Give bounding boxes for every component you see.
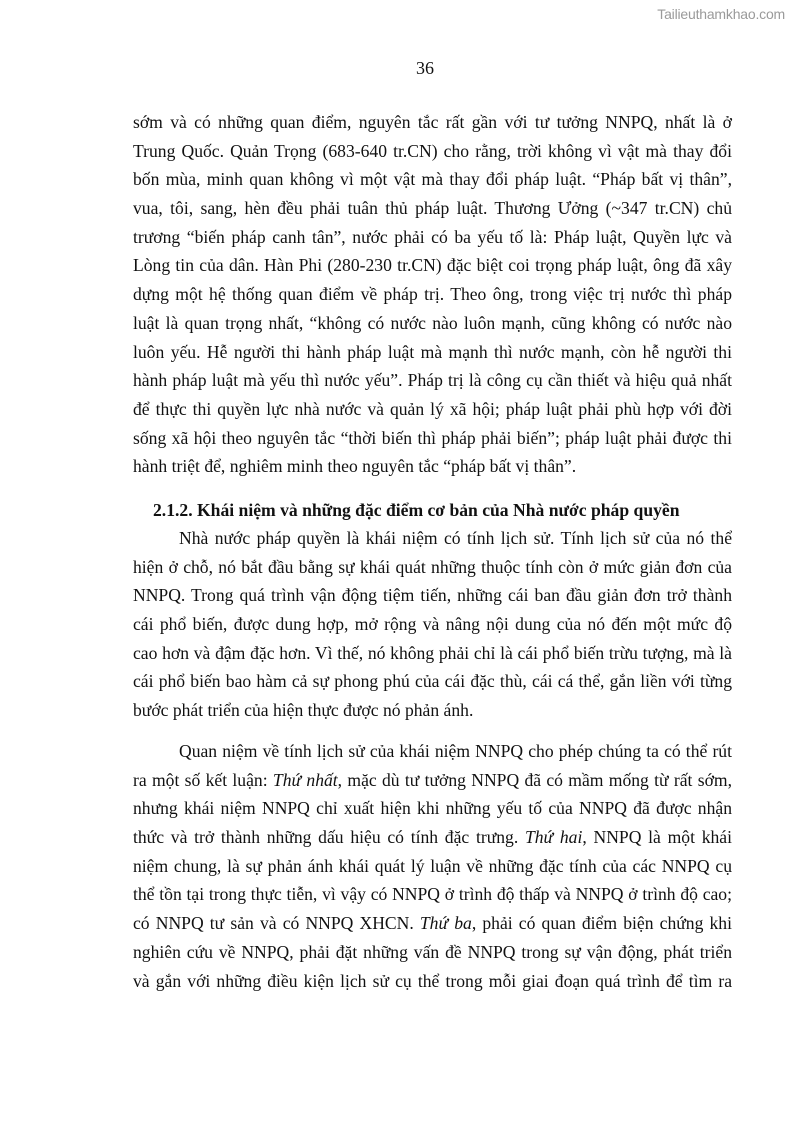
text-run: bước phát triển của hiện thực được nó phản ánh.	[133, 700, 474, 721]
text-run: luật là quan trọng nhất, “không có nước nào luôn mạnh, cũng không có nước nào	[133, 312, 732, 333]
text-line	[133, 194, 732, 223]
watermark: Tailieuthamkhao.com	[657, 6, 785, 22]
text-run: để thực thi quyền lực nhà nước và quản lý xã hội; pháp luật phải phù hợp với đời	[133, 398, 732, 419]
italic-text: Thứ nhất	[272, 769, 338, 790]
text-line	[133, 251, 732, 280]
text-line	[133, 610, 732, 639]
text-run: , NNPQ là một khái	[582, 827, 732, 848]
text-line	[133, 424, 732, 453]
text-run: hiện ở chỗ, nó bắt đầu bằng sự khái quát những thuộc tính còn ở mức giản đơn của	[133, 556, 732, 577]
text-line	[133, 737, 732, 766]
text-run: NNPQ. Trong quá trình vận động tiệm tiến, những cái ban đầu giản đơn trở thành	[133, 585, 732, 606]
text-line	[133, 280, 732, 309]
text-line	[133, 395, 732, 424]
text-line	[133, 852, 732, 881]
text-line	[133, 137, 732, 166]
text-run: luôn yếu. Hễ người thi hành pháp luật mà mạnh thì nước mạnh, còn hễ người thi	[133, 341, 732, 362]
text-line	[133, 553, 732, 582]
text-run: bốn mùa, minh quan không vì một vật mà thay đổi pháp luật. “Pháp bất vị thân”,	[133, 169, 732, 190]
text-run: nhưng khái niệm NNPQ chỉ xuất hiện khi những yếu tố của NNPQ đã được nhận	[133, 798, 732, 819]
text-run: thể tồn tại trong thực tiễn, vì vậy có NNPQ ở trình độ thấp và NNPQ ở trình độ cao;	[133, 884, 732, 905]
text-run: có NNPQ tư sản và có NNPQ XHCN.	[133, 913, 420, 934]
text-line	[133, 639, 732, 668]
text-run: dựng một hệ thống quan điểm về pháp trị. Theo ông, trong việc trị nước thì pháp	[133, 284, 732, 305]
text-line	[133, 524, 732, 553]
text-run: sống xã hội theo nguyên tắc “thời biến thì pháp phải biến”; pháp luật phải được thi	[133, 427, 732, 448]
page-number: 36	[416, 58, 434, 78]
text-line	[133, 909, 732, 938]
text-run: trương “biến pháp canh tân”, nước phải có ba yếu tố là: Pháp luật, Quyền lực và	[133, 226, 732, 247]
text-run: thức và trở thành những dấu hiệu có tính đặc trưng.	[133, 827, 525, 848]
text-line	[133, 967, 732, 996]
text-run: niệm chung, là sự phản ánh khái quát lý luận về những đặc tính của các NNPQ cụ	[133, 855, 732, 876]
text-run: Quan niệm về tính lịch sử của khái niệm NNPQ cho phép chúng ta có thể rút	[179, 741, 732, 761]
section-heading-wrap	[133, 496, 732, 525]
text-run: và gắn với những điều kiện lịch sử cụ thể trong mỗi giai đoạn quá trình để tìm ra	[133, 970, 732, 991]
section-heading: 2.1.2. Khái niệm và những đặc điểm cơ bản của Nhà nước pháp quyền	[153, 500, 680, 520]
text-run: cái phổ biến, được dung hợp, mở rộng và nâng nội dung của nó đến một mức độ	[133, 614, 732, 635]
text-line	[133, 108, 732, 137]
paragraph-conclusions	[133, 737, 732, 995]
italic-text: Thứ ba	[419, 913, 472, 934]
text-line	[133, 938, 732, 967]
text-line	[133, 823, 732, 852]
text-line	[133, 581, 732, 610]
text-line	[133, 223, 732, 252]
text-line	[133, 667, 732, 696]
text-run: hành triệt để, nghiêm minh theo nguyên tắc “pháp bất vị thân”.	[133, 456, 577, 477]
text-run: vua, tôi, sang, hèn đều phải tuân thủ pháp luật. Thương Ưởng (~347 tr.CN) chủ	[133, 198, 732, 219]
text-line	[133, 880, 732, 909]
text-line	[133, 696, 732, 725]
text-run: Nhà nước pháp quyền là khái niệm có tính lịch sử. Tính lịch sử của nó thể	[179, 528, 732, 548]
text-run: hành pháp luật mà yếu thì nước yếu”. Pháp trị là công cụ cần thiết và hiệu quả nhất	[133, 370, 732, 391]
text-run: ra một số kết luận:	[133, 769, 273, 790]
italic-text: Thứ hai	[524, 827, 583, 848]
text-run: sớm và có những quan điểm, nguyên tắc rất gần với tư tưởng NNPQ, nhất là ở	[133, 112, 732, 132]
text-run: cao hơn và đậm đặc hơn. Vì thế, nó không phải chỉ là cái phổ biến trừu tượng, mà là	[133, 642, 732, 663]
text-line	[133, 165, 732, 194]
text-line	[133, 794, 732, 823]
paragraph-concept-history	[133, 524, 732, 725]
text-run: cái phổ biến bao hàm cả sự phong phú của cái đặc thù, cái cá thể, gắn liền với từng	[133, 671, 732, 692]
text-line	[133, 366, 732, 395]
text-line	[133, 338, 732, 367]
paragraph-historical-views	[133, 108, 732, 481]
text-run: Lòng tin của dân. Hàn Phi (280-230 tr.CN) đặc biệt coi trọng pháp luật, ông đã xây	[133, 255, 732, 276]
text-run: , mặc dù tư tưởng NNPQ đã có mầm mống từ rất sớm,	[337, 769, 732, 790]
text-line	[133, 309, 732, 338]
text-run: Trung Quốc. Quản Trọng (683-640 tr.CN) cho rằng, trời không vì vật mà thay đổi	[133, 140, 732, 161]
text-line	[133, 766, 732, 795]
text-run: nghiên cứu về NNPQ, phải đặt những vấn đề NNPQ trong sự vận động, phát triển	[133, 941, 732, 962]
text-line	[133, 452, 732, 481]
text-run: , phải có quan điểm biện chứng khi	[471, 913, 732, 934]
